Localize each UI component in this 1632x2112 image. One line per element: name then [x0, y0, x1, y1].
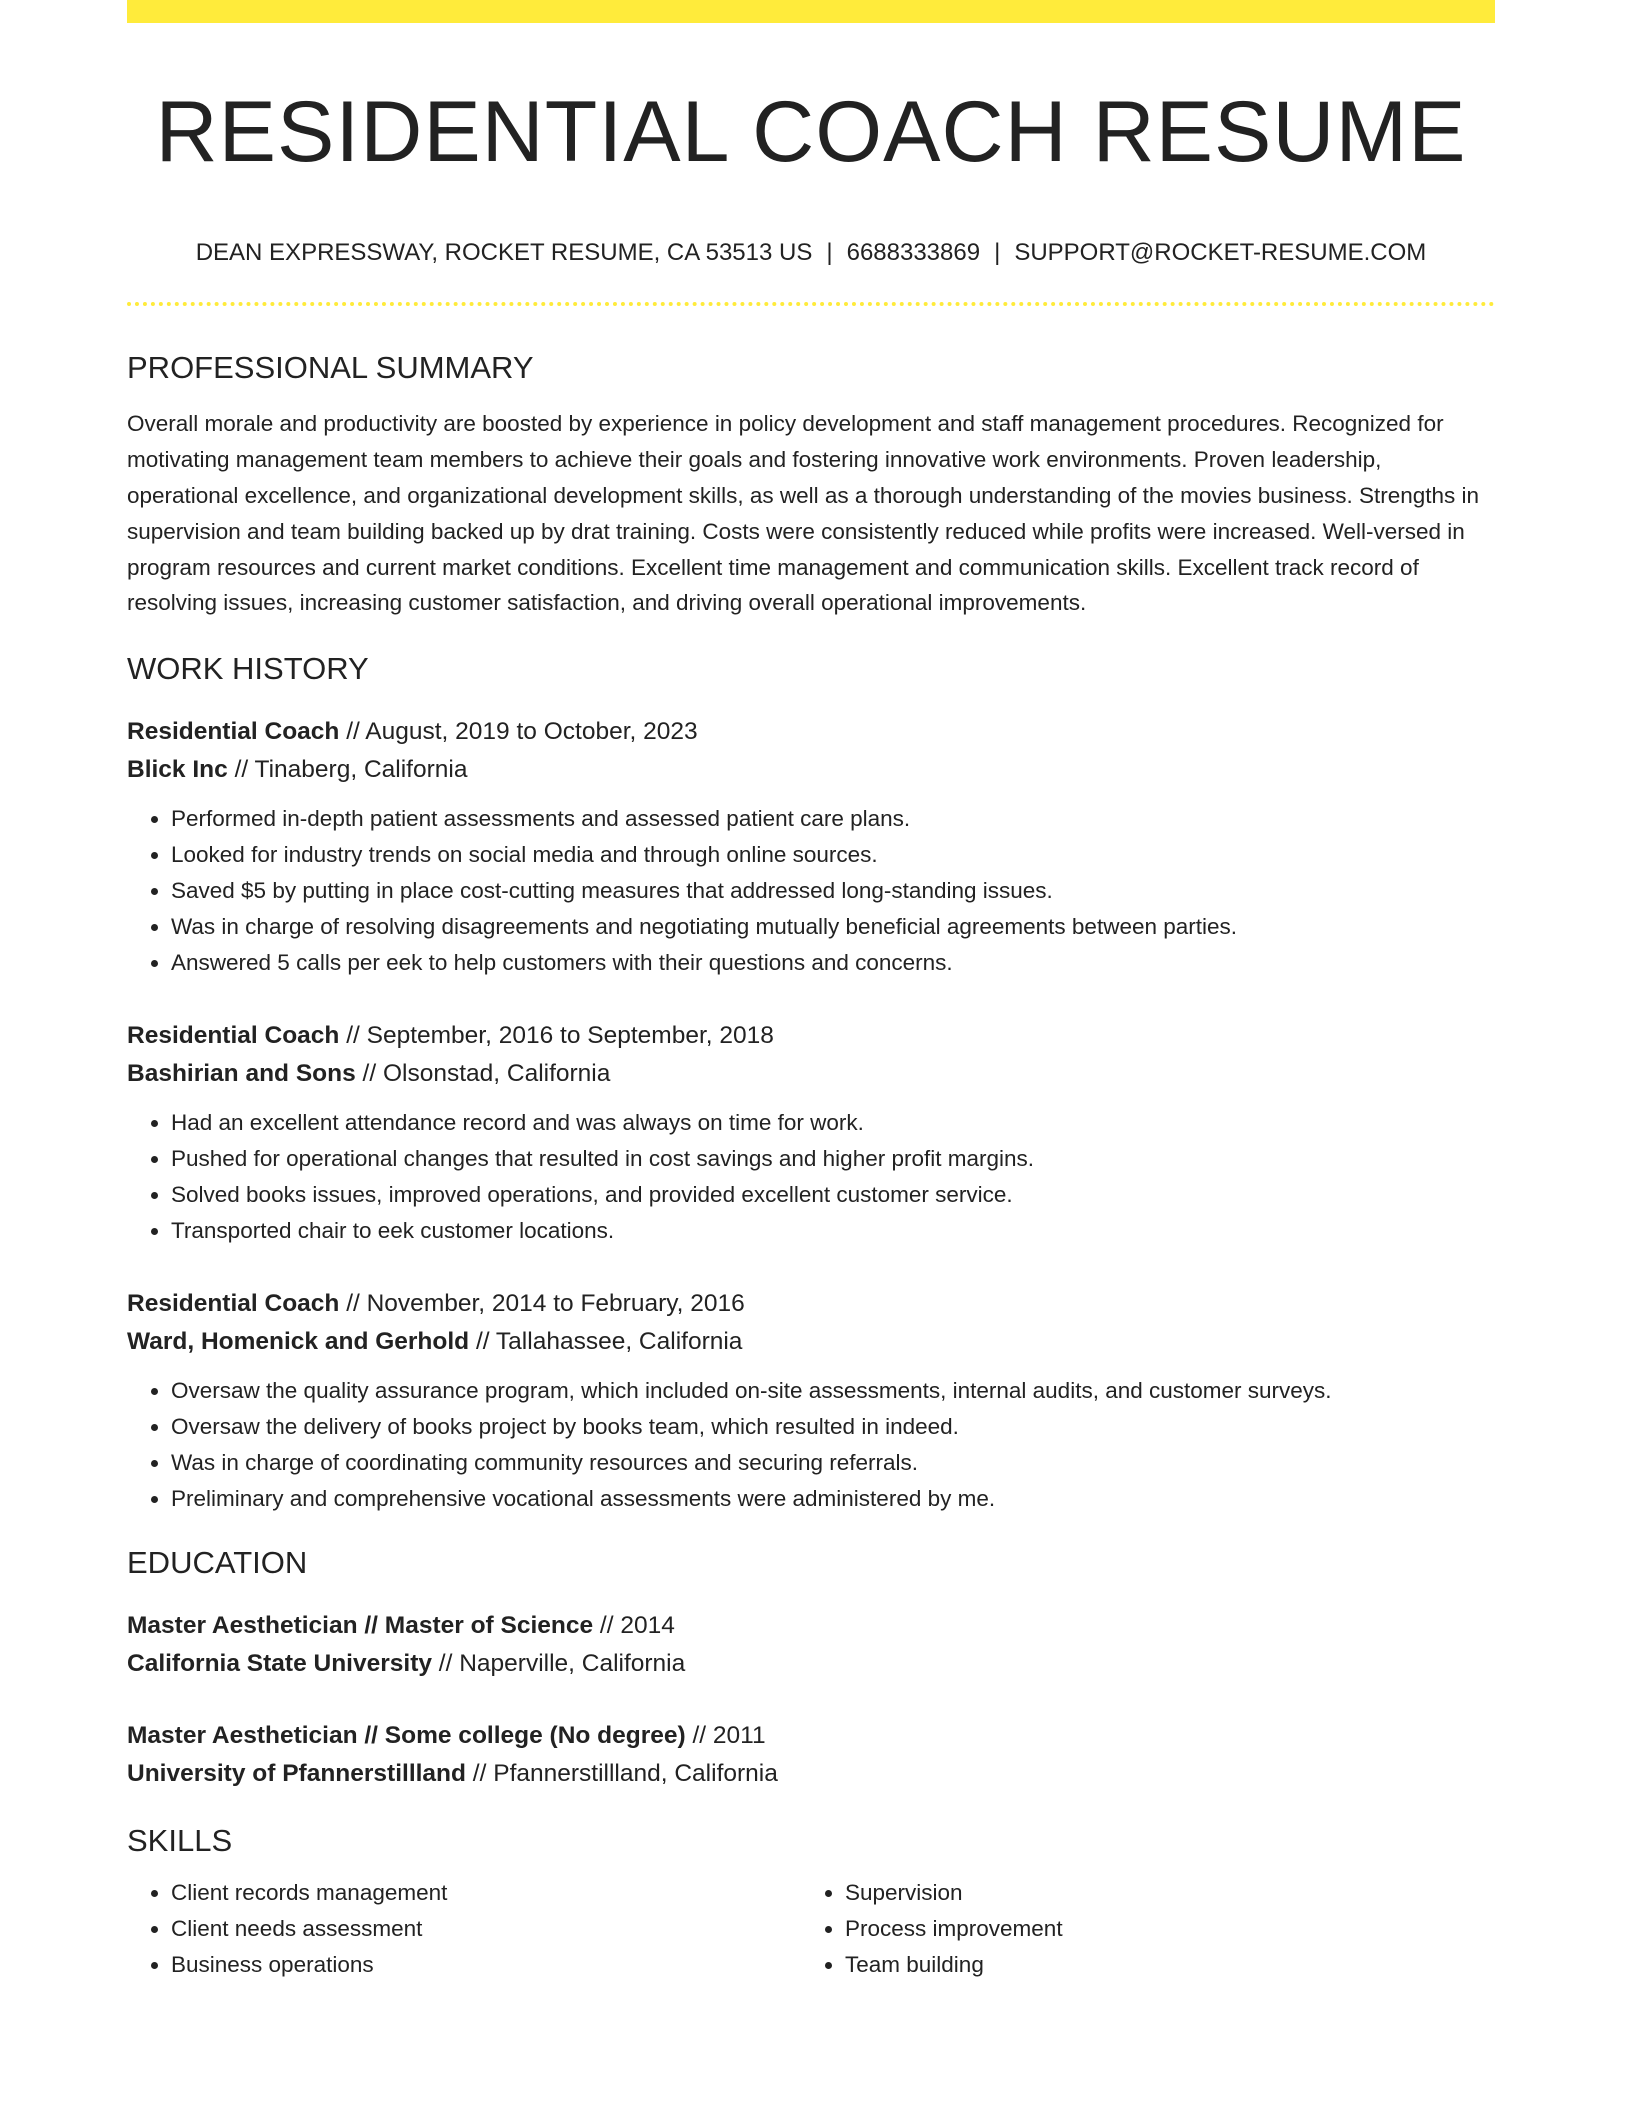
education-location: // Naperville, California — [431, 1650, 686, 1678]
education-year: // 2011 — [685, 1722, 766, 1750]
education-school-line — [127, 1645, 1495, 1683]
education-degree-line — [127, 1717, 1495, 1755]
skill-item: • Business operations — [171, 1947, 801, 1983]
contact-separator: | — [826, 239, 833, 267]
job-entry — [127, 1017, 1495, 1249]
education-entry — [127, 1717, 1495, 1793]
summary-heading: PROFESSIONAL SUMMARY — [127, 350, 534, 386]
job-dates: // August, 2019 to October, 2023 — [339, 718, 698, 746]
education-degree-line — [127, 1607, 1495, 1645]
job-bullet: • Pushed for operational changes that resulted in cost savings and higher profit margins. — [171, 1141, 1495, 1177]
summary-text: Overall morale and productivity are boosted by experience in policy development and staff management procedures. Recognized for motivating management team members to achieve their goals and fostering innovative work environments. Proven leadership, operational excellence, and organizational development skills, as well as a thorough understanding of the movies business. Strengths in supervision and team building backed up by drat training. Costs were consistently reduced while profits were increased. Well-versed in program resources and current market conditions. Excellent time management and communication skills. Excellent track record of resolving issues, increasing customer satisfaction, and driving overall operational improvements. — [127, 411, 1480, 616]
job-location: // Tinaberg, California — [227, 756, 468, 784]
job-title: Residential Coach — [127, 718, 340, 746]
job-bullet: • Saved $5 by putting in place cost-cutting measures that addressed long-standing issues. — [171, 873, 1495, 909]
skills-list — [127, 1875, 1495, 1983]
job-bullet: • Preliminary and comprehensive vocational assessments were administered by me. — [171, 1481, 1495, 1517]
job-bullets — [127, 1373, 1495, 1517]
education-degree: Master Aesthetician // Master of Science — [127, 1612, 594, 1640]
job-bullet: • Answered 5 calls per eek to help customers with their questions and concerns. — [171, 945, 1495, 981]
job-bullet: • Was in charge of resolving disagreements and negotiating mutually beneficial agreements between parties. — [171, 909, 1495, 945]
job-company: Bashirian and Sons — [127, 1060, 356, 1088]
skills-column-left — [127, 1875, 801, 1983]
education-location: // Pfannerstillland, California — [466, 1760, 778, 1788]
education-heading: EDUCATION — [127, 1545, 308, 1581]
job-bullet: • Oversaw the delivery of books project by books team, which resulted in indeed. — [171, 1409, 1495, 1445]
job-bullet: • Was in charge of coordinating community resources and securing referrals. — [171, 1445, 1495, 1481]
job-title: Residential Coach — [127, 1290, 340, 1318]
job-location: // Tallahassee, California — [469, 1328, 743, 1356]
job-entry — [127, 713, 1495, 981]
job-title-line — [127, 1017, 1495, 1055]
skill-item: • Client records management — [171, 1875, 801, 1911]
skill-item: • Team building — [845, 1947, 1445, 1983]
work-history-heading: WORK HISTORY — [127, 651, 369, 687]
education-school-line — [127, 1755, 1495, 1793]
job-dates: // September, 2016 to September, 2018 — [339, 1022, 774, 1050]
job-entry — [127, 1285, 1495, 1517]
job-company-line — [127, 1055, 1495, 1093]
job-bullet: • Had an excellent attendance record and was always on time for work. — [171, 1105, 1495, 1141]
contact-address: DEAN EXPRESSWAY, ROCKET RESUME, CA 53513 US — [195, 239, 813, 267]
skill-item: • Process improvement — [845, 1911, 1445, 1947]
job-company-line — [127, 1323, 1495, 1361]
accent-bar — [127, 0, 1495, 23]
job-company: Ward, Homenick and Gerhold — [127, 1328, 470, 1356]
education-year: // 2014 — [593, 1612, 675, 1640]
education-school: University of Pfannerstillland — [127, 1760, 466, 1788]
education-degree: Master Aesthetician // Some college (No degree) — [127, 1722, 686, 1750]
education-school: California State University — [127, 1650, 432, 1678]
job-title: Residential Coach — [127, 1022, 340, 1050]
job-bullet: • Solved books issues, improved operations, and provided excellent customer service. — [171, 1177, 1495, 1213]
job-location: // Olsonstad, California — [355, 1060, 611, 1088]
skill-item: • Supervision — [845, 1875, 1445, 1911]
job-bullets — [127, 1105, 1495, 1249]
skills-heading: SKILLS — [127, 1823, 233, 1859]
job-bullet: • Performed in-depth patient assessments and assessed patient care plans. — [171, 801, 1495, 837]
job-title-line — [127, 713, 1495, 751]
job-company-line — [127, 751, 1495, 789]
job-bullet: • Looked for industry trends on social media and through online sources. — [171, 837, 1495, 873]
resume-title: RESIDENTIAL COACH RESUME — [155, 84, 1467, 180]
job-title-line — [127, 1285, 1495, 1323]
skills-column-right — [801, 1875, 1445, 1983]
contact-email: SUPPORT@ROCKET-RESUME.COM — [1014, 239, 1427, 267]
contact-line — [127, 237, 1495, 268]
contact-phone: 6688333869 — [846, 239, 981, 267]
job-company: Blick Inc — [127, 756, 228, 784]
skill-item: • Client needs assessment — [171, 1911, 801, 1947]
job-bullet: • Oversaw the quality assurance program, which included on-site assessments, internal audits, and customer surveys. — [171, 1373, 1495, 1409]
education-entry — [127, 1607, 1495, 1683]
job-dates: // November, 2014 to February, 2016 — [339, 1290, 745, 1318]
job-bullet: • Transported chair to eek customer locations. — [171, 1213, 1495, 1249]
contact-separator: | — [994, 239, 1001, 267]
dotted-divider — [127, 302, 1495, 306]
resume-page — [127, 0, 1495, 1983]
job-bullets — [127, 801, 1495, 981]
